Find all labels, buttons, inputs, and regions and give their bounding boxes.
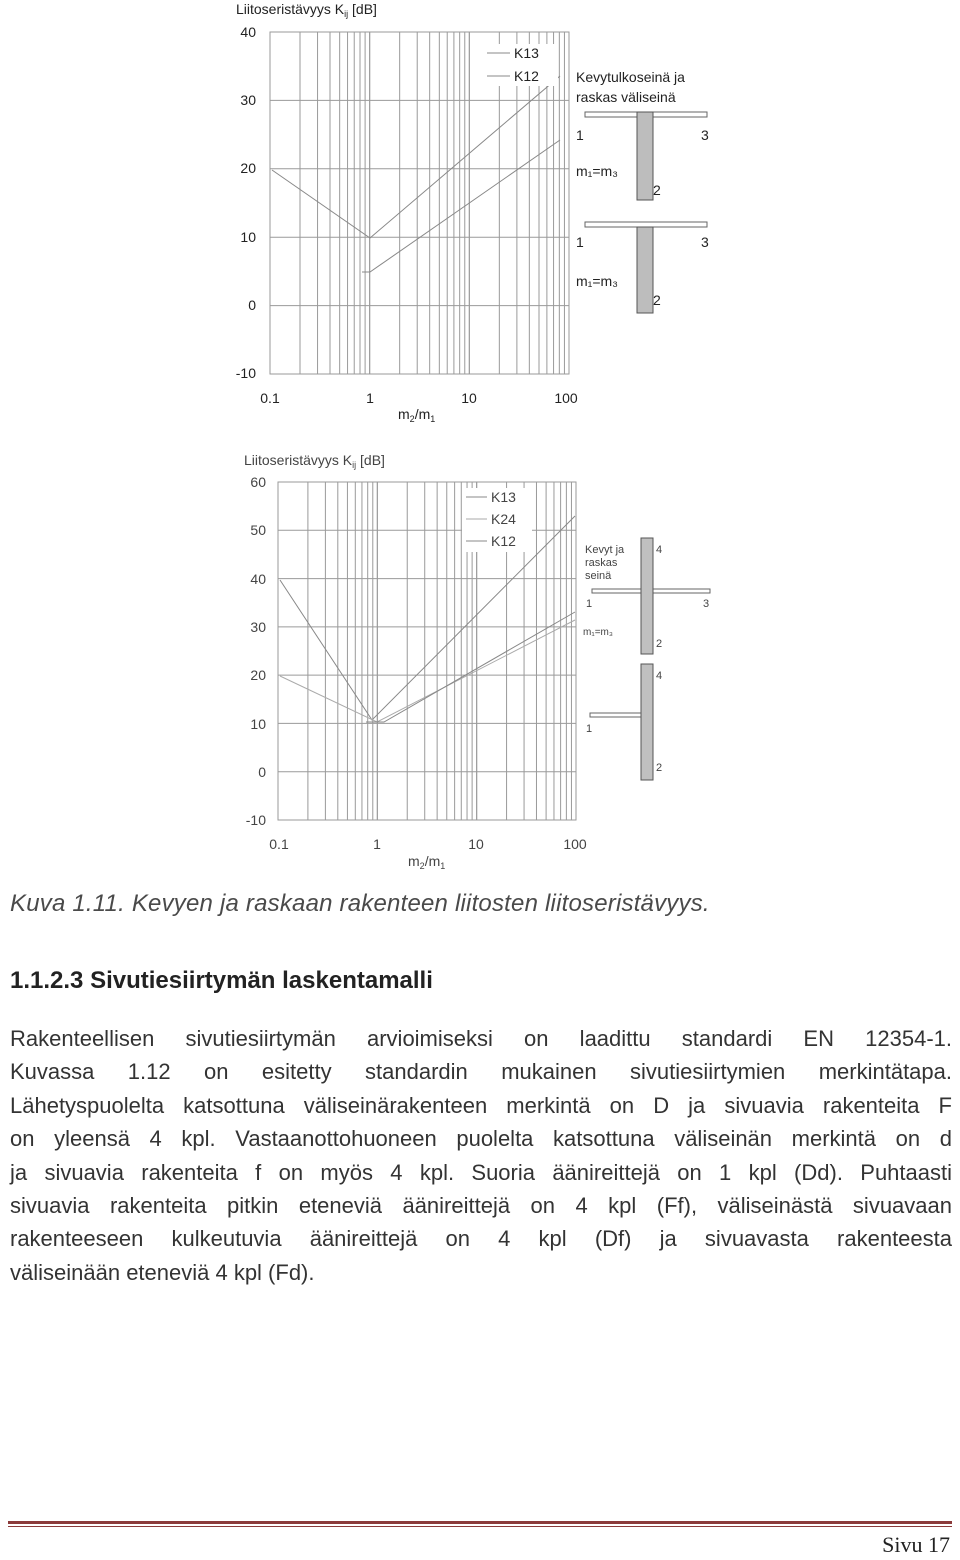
svg-text:3: 3 xyxy=(701,234,709,250)
fig1-legend-k12: K12 xyxy=(514,68,539,84)
fig1-ytick: 0 xyxy=(248,297,256,313)
fig1-ytick: 20 xyxy=(240,160,256,176)
svg-text:1: 1 xyxy=(586,598,593,610)
fig1-xtick: 0.1 xyxy=(260,390,280,406)
svg-text:1: 1 xyxy=(586,723,593,735)
svg-text:1: 1 xyxy=(576,127,584,143)
fig2-series-k12 xyxy=(366,612,575,722)
svg-text:m₁=m₃: m₁=m₃ xyxy=(576,273,618,289)
fig2-ytick: 20 xyxy=(250,667,266,683)
fig2-ytick: 50 xyxy=(250,522,266,538)
fig2-ylabel: Liitoseristävyys $K_{ij}$ [dB] xyxy=(244,452,385,470)
svg-text:1: 1 xyxy=(576,234,584,250)
fig2-legend-k12: K12 xyxy=(491,533,516,549)
footer-rule-thin xyxy=(8,1526,952,1527)
svg-text:3: 3 xyxy=(703,598,710,610)
fig2-legend-k13: K13 xyxy=(491,489,516,505)
fig2-inset-title-2: raskas xyxy=(585,557,618,569)
fig1-inset-title-1: Kevytulkoseinä ja xyxy=(576,69,685,85)
fig2-xlabel: $m_2/m_1$ xyxy=(408,853,446,871)
fig2-xtick: 0.1 xyxy=(269,836,289,852)
fig1-ytick: -10 xyxy=(235,365,256,381)
fig2-ytick: 30 xyxy=(250,619,266,635)
svg-text:4: 4 xyxy=(656,670,663,682)
fig2-xtick: 100 xyxy=(563,836,587,852)
paragraph-line: Lähetyspuolelta katsottuna väliseinärakenteen merkintä on D ja sivuavia rakenteita F xyxy=(10,1092,952,1118)
paragraph-line: rakenteeseen kulkeutuvia äänireittejä on 4 kpl (Df) ja sivuavasta rakenteesta xyxy=(10,1226,952,1252)
svg-text:m₁=m₃: m₁=m₃ xyxy=(583,627,613,638)
fig1-ytick: 10 xyxy=(240,229,256,245)
fig1-inset-title-2: raskas väliseinä xyxy=(576,89,676,105)
fig2-ytick: 60 xyxy=(250,474,266,490)
fig1-ylabel: Liitoseristävyys $K_{ij}$ [dB] xyxy=(236,1,377,19)
fig2-series-k24 xyxy=(280,620,575,722)
paragraph-line: väliseinään eteneviä 4 kpl (Fd). xyxy=(10,1259,315,1285)
footer-rule xyxy=(8,1521,952,1524)
paragraph-line: Kuvassa 1.12 on esitetty standardin mukainen sivutiesiirtymien merkintätapa. xyxy=(10,1059,952,1085)
svg-text:3: 3 xyxy=(701,127,709,143)
fig1-ytick: 30 xyxy=(240,92,256,108)
paragraph-line: sivuavia rakenteita pitkin eteneviä äänireittejä on 4 kpl (Ff), väliseinästä sivuavaan xyxy=(10,1193,952,1219)
page-number: Sivu 17 xyxy=(882,1532,950,1557)
fig2-inset-title-1: Kevyt ja xyxy=(585,544,625,556)
fig1-xtick: 1 xyxy=(366,390,374,406)
svg-text:m₁=m₃: m₁=m₃ xyxy=(576,163,618,179)
paragraph-line: Rakenteellisen sivutiesiirtymän arvioimiseksi on laadittu standardi EN 12354-1. xyxy=(10,1026,952,1051)
fig1-xtick: 10 xyxy=(461,390,477,406)
fig1-ytick: 40 xyxy=(240,24,256,40)
fig2-legend-k24: K24 xyxy=(491,511,516,527)
fig2-inset-title-3: seinä xyxy=(585,570,612,582)
figure-1-chart xyxy=(0,0,960,440)
fig1-xlabel: $m_2/m_1$ xyxy=(398,406,436,424)
section-heading: 1.1.2.3 Sivutiesiirtymän laskentamalli xyxy=(10,967,433,994)
fig2-ytick: -10 xyxy=(245,812,266,828)
svg-text:2: 2 xyxy=(653,292,661,308)
fig2-xtick: 10 xyxy=(468,836,484,852)
body-paragraph xyxy=(10,1022,952,1289)
fig1-xtick: 100 xyxy=(554,390,578,406)
paragraph-line: on yleensä 4 kpl. Vastaanottohuoneen puolelta katsottuna väliseinän merkintä on d xyxy=(10,1126,952,1152)
fig1-legend-k13: K13 xyxy=(514,45,539,61)
paragraph-line: ja sivuavia rakenteita f on myös 4 kpl. Suoria äänireittejä on 1 kpl (Dd). Puhtaasti xyxy=(10,1159,952,1185)
fig2-ytick: 10 xyxy=(250,716,266,732)
svg-text:2: 2 xyxy=(656,638,663,650)
figure-caption: Kuva 1.11. Kevyen ja raskaan rakenteen liitosten liitoseristävyys. xyxy=(10,890,710,917)
fig2-ytick: 0 xyxy=(258,764,266,780)
figure-2-chart xyxy=(0,440,960,880)
svg-text:4: 4 xyxy=(656,544,663,556)
fig2-ytick: 40 xyxy=(250,571,266,587)
fig2-xtick: 1 xyxy=(373,836,381,852)
svg-text:2: 2 xyxy=(653,182,661,198)
svg-text:2: 2 xyxy=(656,762,663,774)
